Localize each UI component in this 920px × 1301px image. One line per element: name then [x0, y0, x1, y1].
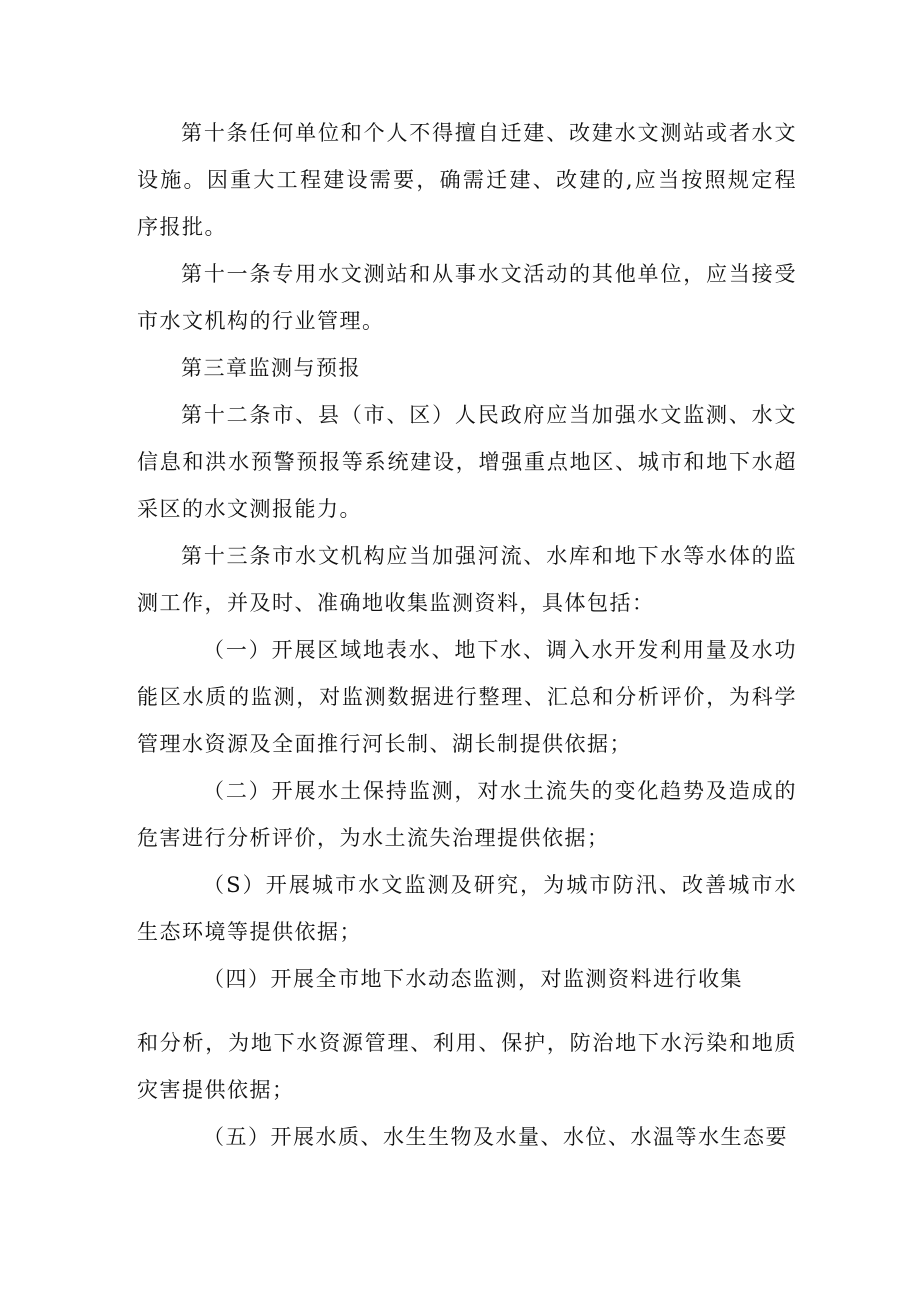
list-item-1: （一）开展区域地表水、地下水、调入水开发利用量及水功能区水质的监测，对监测数据进行整理、汇总和分析评价，为科学管理水资源及全面推行河长制、湖长制提供依据； [137, 638, 797, 756]
list-item-4-line-1: （四）开展全市地下水动态监测，对监测资料进行收集 [203, 967, 743, 991]
list-item-3: （S）开展城市水文监测及研究，为城市防汛、改善城市水生态环境等提供依据； [137, 873, 797, 944]
list-item-5: （五）开展水质、水生生物及水量、水位、水温等水生态要 [203, 1125, 788, 1149]
paragraph-article-11: 第十一条专用水文测站和从事水文活动的其他单位，应当接受市水文机构的行业管理。 [137, 262, 797, 333]
chapter-heading: 第三章监测与预报 [181, 356, 361, 380]
paragraph-article-10: 第十条任何单位和个人不得擅自迁建、改建水文测站或者水文设施。因重大工程建设需要，确需迁建、改建的,应当按照规定程序报批。 [137, 121, 797, 239]
paragraph-article-12: 第十二条市、县（市、区）人民政府应当加强水文监测、水文信息和洪水预警预报等系统建设，增强重点地区、城市和地下水超采区的水文测报能力。 [137, 403, 797, 521]
paragraph-article-13: 第十三条市水文机构应当加强河流、水库和地下水等水体的监测工作，并及时、准确地收集监测资料，具体包括： [137, 544, 797, 615]
document-body-continued [137, 1020, 797, 1161]
list-item-4-continued: 和分析，为地下水资源管理、利用、保护，防治地下水污染和地质灾害提供依据； [137, 1031, 797, 1102]
document-body [137, 110, 797, 1003]
list-item-2: （二）开展水土保持监测，对水土流失的变化趋势及造成的危害进行分析评价，为水土流失治理提供依据； [137, 779, 797, 850]
